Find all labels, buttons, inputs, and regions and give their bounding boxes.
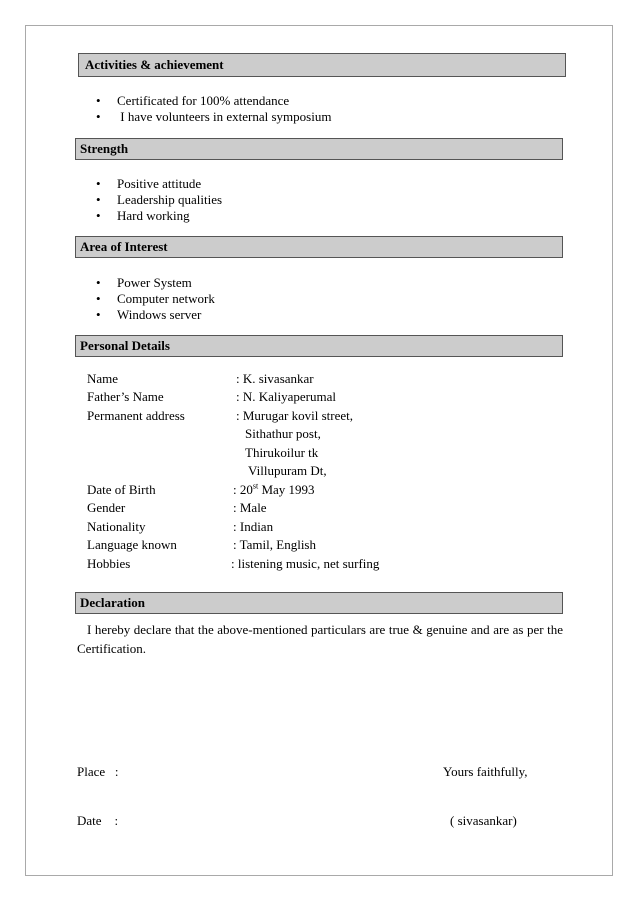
list-item: • Certificated for 100% attendance [77,93,331,109]
father-label: Father’s Name [87,389,164,404]
name-label: Name [87,371,119,386]
list-item: • Positive attitude [77,176,222,192]
dob-label: Date of Birth [87,482,156,497]
strength-list [77,176,222,223]
address-label: Permanent address [87,408,185,423]
nationality-value: : Indian [233,519,274,534]
list-item: • Windows server [77,307,215,323]
activities-list [77,93,331,125]
gender-label: Gender [87,500,126,515]
interest-heading: Area of Interest [75,236,563,258]
hobbies-label: Hobbies [87,556,131,571]
place-label: Place : [77,764,119,779]
date-label: Date : [77,813,119,828]
declaration-heading: Declaration [75,592,563,614]
name-value: : K. sivasankar [236,371,314,386]
personal-heading: Personal Details [75,335,563,357]
address-line-1: : Murugar kovil street, [236,408,353,423]
list-item: • Leadership qualities [77,192,222,208]
nationality-label: Nationality [87,519,146,534]
hobbies-value: : listening music, net surfing [231,556,380,571]
address-line-3: Thirukoilur tk [245,445,319,460]
dob-value: : 20st May 1993 [233,481,315,497]
language-label: Language known [87,537,177,552]
signature-name: ( sivasankar) [450,813,517,828]
closing-text: Yours faithfully, [443,764,528,779]
declaration-text: I hereby declare that the above-mentioned particulars are true & genuine and are as per the Certification. [77,622,563,656]
list-item: • Power System [77,275,215,291]
activities-heading: Activities & achievement [78,53,566,77]
address-line-2: Sithathur post, [245,426,321,441]
gender-value: : Male [233,500,267,515]
list-item: • Hard working [77,208,222,224]
interest-list [77,275,215,322]
list-item: • I have volunteers in external symposium [77,109,331,125]
language-value: : Tamil, English [233,537,316,552]
strength-heading: Strength [75,138,563,160]
father-value: : N. Kaliyaperumal [236,389,336,404]
list-item: • Computer network [77,291,215,307]
address-line-4: Villupuram Dt, [248,463,327,478]
